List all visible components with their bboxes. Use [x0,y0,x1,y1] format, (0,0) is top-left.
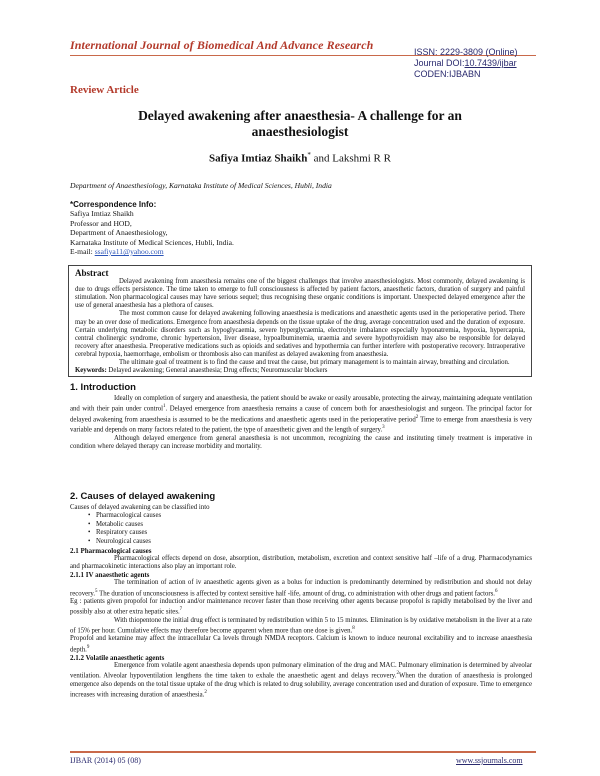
abstract-heading: Abstract [75,268,109,278]
keywords-label: Keywords: [75,367,107,375]
doi-label: Journal DOI: [414,58,465,68]
body-paragraph: Eg : patients given propofol for induction and/or maintenance recover faster than those receiving other agents because propofol is rapidly metabolised by the liver and possibly also at other extra hepatic sites.$^7$ [70,598,532,616]
journal-title: International Journal of Biomedical And Advance Research [70,38,374,52]
issn-block [414,47,518,80]
article-title: Delayed awakening after anaesthesia- A challenge for an anaesthesiologist [138,108,462,139]
causes-list [70,512,532,546]
email-label: E-mail: [70,247,93,257]
body-paragraph: With thiopentone the initial drug effect is terminated by redistribution within 5 to 15 minutes. Elimination is by oxidative metabolism in the liver at a rate of 15% per hour. Cumulative effects may therefore become apparent when more than one dose is given.$^8$ [70,616,532,635]
footer-rule [70,751,536,753]
corr-line: Karnataka Institute of Medical Sciences, Hubli, India. [70,237,234,247]
abstract-paragraph: The ultimate goal of treatment is to find the cause and treat the cause, but primary management is to maintain airway, breathing and circulation. [119,359,510,367]
body-paragraph: Pharmacological effects depend on dose, absorption, distribution, metabolism, excretion and context sensitive half –life of a drug. Pharmacodynamics and pharmacokinetic interactions also play an important role. [70,554,532,570]
corr-email [70,247,370,256]
keywords [75,367,525,375]
list-item: • Metabolic causes [96,521,532,530]
abstract-paragraph: Delayed awakening from anaesthesia remains one of the biggest challenges that involve anaesthesiologists. Most commonly, delayed awakening is due to drugs effects persistence. The time taken to emerge to full consciousness is affected by patient factors, anaesthetic factors, duration of surgery and painful stimulation. Non pharmacological causes may have serious sequel; thus recognising these organic conditions is important. Unexpected delayed emergence after the use of general anaesthesia has a plethora of causes. [75,278,525,310]
section-heading-causes: 2. Causes of delayed awakening [70,491,216,502]
subsection-heading: 2.1.1 IV anaesthetic agents [70,571,150,580]
introduction-body [70,395,532,451]
abstract-box [68,265,532,377]
affiliation: Department of Anaesthesiology, Karnataka Institute of Medical Sciences, Hubli, India [70,181,332,190]
section-heading-introduction: 1. Introduction [70,382,136,393]
journal-doi [414,58,518,69]
body-paragraph: The termination of action of iv anaesthetic agents given as a bolus for induction is predominantly determined by redistribution and should not delay recovery.$^5$ The duration of unconsciousness is affected by context sensitive half -life, amount of drug, co administration with other drugs and patient factors.$^6$ [70,579,532,597]
footer-website-link[interactable]: www.ssjournals.com [456,756,523,765]
keywords-text: Delayed awakening; General anaesthesia; Drug effects; Neuromuscular blockers [108,367,328,375]
abstract-paragraph: The most common cause for delayed awakening following anaesthesia is medications and anaesthetic agents used in the perioperative period. There may be an over dose of medications. Emergence from anaesthesia depends on the tissue uptake of the drug, average concentration used and the duration of exposure. Certain underlying metabolic disorders such as hypoglycaemia, severe hyperglycaemia, electrolyte imbalance especially hyponatremia, hypoxia, hypercapnia, central cholinergic syndrome, chronic hypertension, liver disease, hypoalbuminemia, uraemia and severe hypothyroidism may also be responsible for delayed recovery after anaesthesia. Preoperative medications such as opioids and sedatives and hypothermia can further interfere with postoperative recovery. Intraoperative cerebral hypoxia, haemorrhage, embolism or thrombosis also can manifest as delayed awakening from anaesthesia. [75,310,525,358]
corresponding-marker: * [307,151,311,159]
corr-line: Department of Anaesthesiology, [70,228,168,238]
list-item: • Pharmacological causes [96,512,532,521]
causes-body [70,504,532,700]
author-primary: Safiya Imtiaz Shaikh [209,152,308,165]
subsection-heading: 2.1 Pharmacological causes [70,546,152,555]
authors [160,151,440,165]
body-paragraph: Emergence from volatile agent anaesthesia depends upon pulmonary elimination of the drug and MAC. Pulmonary elimination is determined by alveolar ventilation. Alveolar hypoventilation lengthens the time taken to exhale the anaesthetic agent and delays recovery.$^2$When the duration of anaesthesia is prolonged emergence also depends on the total tissue uptake of the drug which is related to drug solubility, average concentration used and duration of exposure. Time to emergence increases with increasing duration of anaesthesia.$^2$ [70,662,532,699]
list-item: • Respiratory causes [96,529,532,538]
subsection-heading: 2.1.2 Volatile anaesthetic agents [70,654,165,663]
author-secondary: and Lakshmi R R [313,152,391,165]
corr-line: Professor and HOD, [70,218,132,228]
intro-paragraph: Although delayed emergence from general anaesthesia is not uncommon, recognizing the cause and instituting timely treatment is imperative in condition where delayed therapy can increase morbidity and mortality. [70,434,532,450]
correspondence-heading: *Correspondence Info: [70,200,157,209]
issn: ISSN: 2229-3809 (Online) [414,47,518,57]
causes-intro: Causes of delayed awakening can be classified into [70,504,210,511]
list-item: • Neurological causes [96,538,532,547]
article-type: Review Article [70,84,139,96]
correspondence [70,200,370,256]
intro-paragraph: Ideally on completion of surgery and anaesthesia, the patient should be awake or easily arousable, protecting the airway, maintaining adequate ventilation and with their pain under control$^1$. Delayed emergence from anaesthesia remains a cause of concern both for anaesthesiologist and surgeon. The principal factor for delayed awakening from anaesthesia is assumed to be the medications and anaesthetic agents used in the perioperative period$^2$ Time to emerge from anaesthesia is very variable and depends on many factors related to the patient, the type of anaesthetic given and the length of surgery.$^3$ [70,395,532,434]
doi-link[interactable]: 10.7439/ijbar [464,58,517,68]
corr-line: Safiya Imtiaz Shaikh [70,209,134,219]
coden: CODEN:IJBABN [414,69,481,79]
footer-citation: IJBAR (2014) 05 (08) [70,756,141,765]
email-link[interactable]: ssafiya11@yahoo.com [94,247,164,257]
body-paragraph: Propofol and ketamine may affect the intracellular Ca levels through NMDA receptors. Calcium is known to induce neuronal excitability and to increase anaesthesia depth.$^9$ [70,635,532,653]
